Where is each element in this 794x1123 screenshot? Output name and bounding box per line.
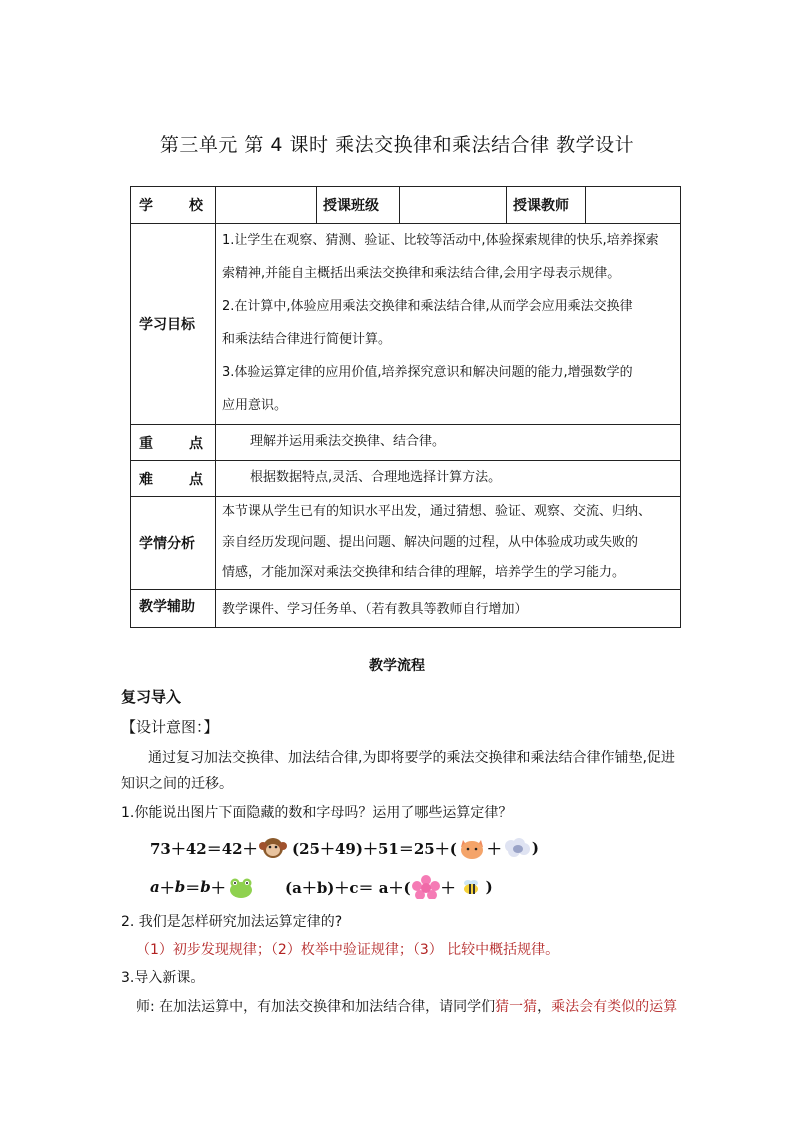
bee-icon <box>456 875 486 899</box>
intent-text-line: 知识之间的迁移。 <box>121 776 233 792</box>
question-3: 3.导入新课。 <box>121 970 205 986</box>
goal-line: 应用意识。 <box>222 398 288 413</box>
question-2-answer: （1）初步发现规律；（2）枚举中验证规律；（3） 比较中概括规律。 <box>136 942 560 958</box>
analysis-label-cell: 学情分析 <box>131 497 216 590</box>
key-label-cell: 重 点 <box>131 425 216 461</box>
flow-title: 教学流程 <box>369 658 425 674</box>
sheep-icon <box>502 836 532 860</box>
design-intent: 【设计意图：】 <box>121 718 219 736</box>
school-value-cell[interactable] <box>216 187 317 224</box>
class-label-cell: 授课班级 <box>317 187 400 224</box>
question-2: 2. 我们是怎样研究加法运算定律的? <box>121 914 343 930</box>
goal-line: 和乘法结合律进行简便计算。 <box>222 332 392 347</box>
teacher-line: 师: 在加法运算中，有加法交换律和加法结合律，请同学们猜一猜，乘法会有类似的运算 <box>136 999 678 1015</box>
equation-3: a ＋ b ＝ b ＋ <box>150 875 256 899</box>
aid-label-cell: 教学辅助 <box>131 590 216 628</box>
goal-line: 3.体验运算定律的应用价值,培养探究意识和解决问题的能力,增强数学的 <box>222 365 633 380</box>
document-title: 第三单元 第 4 课时 乘法交换律和乘法结合律 教学设计 <box>159 134 635 156</box>
difficulty-text: 根据数据特点,灵活、合理地选择计算方法。 <box>250 470 502 485</box>
aid-text: 教学课件、学习任务单、（若有教具等教师自行增加） <box>222 602 528 617</box>
analysis-line: 亲自经历发现问题、提出问题、解决问题的过程，从中体验成功或失败的 <box>222 534 639 550</box>
equation-1: 73＋42＝42＋ <box>150 836 288 860</box>
aid-cell <box>216 590 681 628</box>
monkey-icon <box>258 836 288 860</box>
question-1: 1.你能说出图片下面隐藏的数和字母吗？运用了哪些运算定律？ <box>121 805 513 821</box>
teacher-label-cell: 授课教师 <box>507 187 586 224</box>
analysis-cell <box>216 497 681 590</box>
goal-line: 2.在计算中,体验应用乘法交换律和乘法结合律,从而学会应用乘法交换律 <box>222 299 633 314</box>
key-points-text: 理解并运用乘法交换律、结合律。 <box>250 434 446 449</box>
analysis-line: 情感，才能加深对乘法交换律和结合律的理解，培养学生的学习能力。 <box>222 565 626 580</box>
class-value-cell[interactable] <box>400 187 507 224</box>
goal-line: 索精神,并能自主概括出乘法交换律和乘法结合律,会用字母表示规律。 <box>222 266 621 281</box>
teacher-value-cell[interactable] <box>586 187 681 224</box>
lesson-info-table <box>130 186 681 628</box>
goal-line: 1.让学生在观察、猜测、验证、比较等活动中,体验探索规律的快乐,培养探索 <box>222 233 659 248</box>
difficulty-cell <box>216 461 681 497</box>
difficulty-label-cell: 难 点 <box>131 461 216 497</box>
frog-icon <box>226 875 256 899</box>
review-heading: 复习导入 <box>121 688 182 706</box>
school-label-cell: 学 校 <box>131 187 216 224</box>
goals-label-cell: 学习目标 <box>131 224 216 425</box>
intent-text-line: 通过复习加法交换律、加法结合律,为即将要学的乘法交换律和乘法结合律作铺垫,促进 <box>148 750 675 766</box>
flower-icon <box>411 875 441 899</box>
analysis-line: 本节课从学生已有的知识水平出发，通过猜想、验证、观察、交流、归纳、 <box>222 504 652 519</box>
key-points-cell <box>216 425 681 461</box>
goals-cell <box>216 224 681 425</box>
equation-2: (25＋49)＋51＝25＋( ＋ ) <box>292 836 539 860</box>
equation-4: (a＋b)＋c＝ a＋( ＋ ) <box>285 875 493 899</box>
cat-icon <box>457 836 487 860</box>
